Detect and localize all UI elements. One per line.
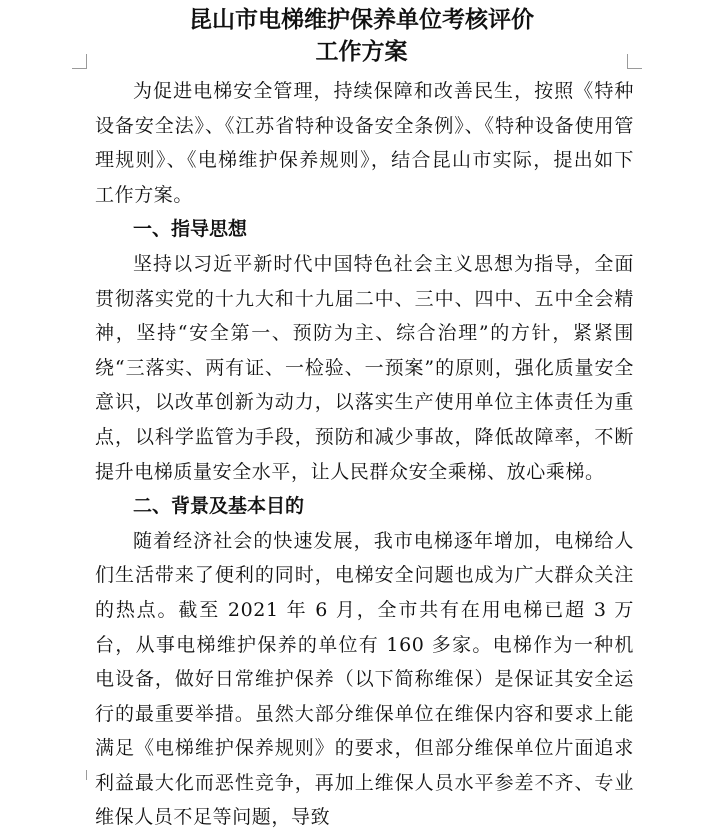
margin-marker-bottom-left xyxy=(72,770,87,780)
section-2-heading: 二、背景及基本目的 xyxy=(133,495,305,518)
margin-marker-top-right xyxy=(627,54,642,69)
margin-marker-top-left xyxy=(72,54,87,69)
intro-paragraph: 为促进电梯安全管理，持续保障和改善民生，按照《特种设备安全法》、《江苏省特种设备安全条例》、《特种设备使用管理规则》、《电梯维护保养规则》，结合昆山市实际，提出如下工作方案。 xyxy=(95,80,634,206)
section-2-paragraph: 随着经济社会的快速发展，我市电梯逐年增加，电梯给人们生活带来了便利的同时，电梯安全问题也成为广大群众关注的热点。截至 2021 年 6 月，全市共有在用电梯已超 3 万台，从事电梯维护保养的单位有 160 多家。电梯作为一种机电设备，做好日常维护保养（以下简称维保）是保证其安全运行的最重要举措。虽然大部分维保单位在维保内容和要求上能满足《电梯维护保养规则》的要求，但部分维保单位片面追求利益最大化而恶性竞争，再加上维保人员水平参差不齐、专业维保人员不足等问题，导致 xyxy=(95,529,634,829)
section-1-paragraph: 坚持以习近平新时代中国特色社会主义思想为指导，全面贯彻落实党的十九大和十九届二中、三中、四中、五中全会精神，坚持“安全第一、预防为主、综合治理”的方针，紧紧围绕“三落实、两有证、一检验、一预案”的原则，强化质量安全意识，以改革创新为动力，以落实生产使用单位主体责任为重点，以科学监管为手段，预防和减少事故，降低故障率，不断提升电梯质量安全水平，让人民群众安全乘梯、放心乘梯。 xyxy=(95,252,634,483)
document-title xyxy=(95,4,634,68)
margin-marker-bottom-right xyxy=(627,770,642,780)
section-1-heading: 一、指导思想 xyxy=(133,218,248,241)
title-line-1: 昆山市电梯维护保养单位考核评价 xyxy=(189,7,534,33)
title-line-2: 工作方案 xyxy=(315,39,408,65)
